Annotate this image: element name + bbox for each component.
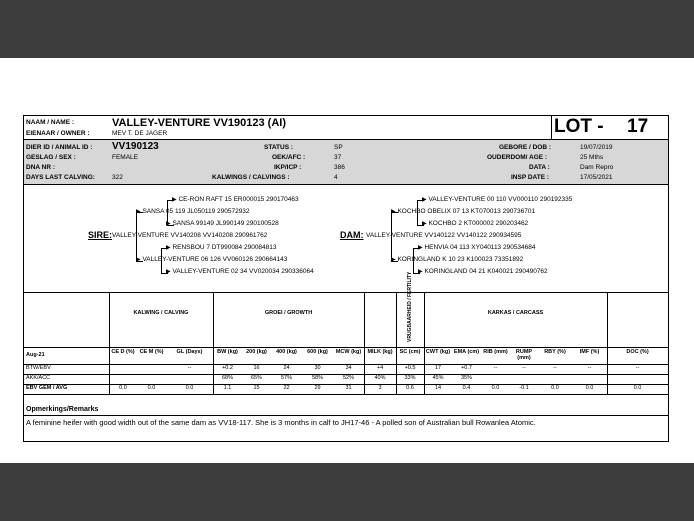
ebv-cell: 0.0 [147,385,156,391]
dam-label: DAM: [340,230,364,240]
ebv-cell: 40% [374,375,386,381]
afc-value: 37 [334,154,342,161]
dob-value: 19/07/2019 [580,144,613,151]
ebv-cell: 65% [250,375,262,381]
sire-sire: ▶ SANSA 05 119 JL050119 290572932 [136,208,250,215]
ebv-cell: 0.4 [462,385,471,391]
sire-name: VALLEY-VENTURE VV140208 VV140208 290961762 [112,232,268,239]
icp-label: IKP/ICP : [274,164,302,171]
ebv-row-label: BTW/EBV [26,365,51,371]
ebv-cell: -- [187,365,192,371]
dam-dam-sire: ▶ HENVIA 04 113 XY040113 290534684 [418,244,536,251]
ebv-column-header: RBY (%) [544,349,566,355]
dob-label: GEBORE / DOB : [499,144,552,151]
ebv-cell: 34 [345,365,352,371]
dam-dam-dam: ▶ KORINGLAND 04 21 K040021 290490762 [418,268,548,275]
ebv-column-header: GL (Days) [176,349,203,355]
ebv-cell: 14 [434,385,442,391]
ebv-cell: +0.7 [461,365,472,371]
ebv-cell: -- [635,365,640,371]
status-value: SP [334,144,343,151]
age-label: OUDERDOM/ AGE : [487,154,548,161]
calvings-label: KALWINGS / CALVINGS : [212,174,290,181]
ebv-column-header: RUMP (mm) [515,349,533,361]
ebv-cell: 17 [434,365,442,371]
ebv-column-header: RIB (mm) [483,349,508,355]
ebv-cell: 45% [432,375,444,381]
animal-id-label: DIER ID / ANIMAL ID : [26,144,93,151]
ebv-cell: 1.1 [223,385,232,391]
ebv-cell: 15 [253,385,260,391]
ebv-column-header: 200 (kg) [246,349,267,355]
ebv-cell: 29 [314,385,321,391]
ebv-column-header: CE M (%) [139,349,164,355]
group-growth: GROEI / GROWTH [264,310,313,316]
dam-dam: ▶ KORINGLAND K 10 23 K100023 73351892 [391,256,524,263]
ebv-cell: +4 [376,365,384,371]
ebv-column-header: SC (cm) [399,349,421,355]
ebv-cell: -- [522,365,526,371]
days-calving-label: DAYS LAST CALVING: [26,174,95,181]
ebv-column-header: 600 (kg) [307,349,328,355]
ebv-cell: 0.0 [551,385,559,391]
ebv-column-header: CWT (kg) [425,349,451,355]
ebv-cell: -- [493,365,498,371]
ebv-cell: 24 [283,365,290,371]
dam-sire: ▶ KOCHBO OBELIX 07 13 KT070013 290736701 [391,208,536,215]
ebv-cell: 0.6 [406,385,414,391]
sire-sire-dam: ▶ SANSA 99149 JL990149 290100528 [166,220,279,227]
ebv-column-header: MCW (kg) [335,349,362,355]
group-calving: KALWING / CALVING [133,310,189,316]
ebv-column-header: CE D (%) [111,349,135,355]
ebv-row-label: EBV GEM / AVG [26,385,68,391]
ebv-cell: -- [553,365,557,371]
bracket [136,212,143,262]
bottom-dark-band [0,463,694,521]
insp-date-value: 17/05/2021 [580,174,613,181]
lot-label: LOT - [554,116,604,137]
ebv-cell: 58% [311,375,323,381]
ebv-row-label: AKK/ACC [26,375,51,381]
ebv-cell: 57% [280,375,292,381]
sire-dam-sire: ▶ RENSBOU 7 DT990084 290084813 [166,244,277,251]
ebv-cell: 3 [378,385,382,391]
afc-label: OEK/AFC : [272,154,306,161]
dna-label: DNA NR : [26,164,56,171]
animal-id-value: VV190123 [112,141,159,152]
bracket [417,200,424,226]
lot-sheet [23,115,669,442]
ebv-column-header: BW (kg) [217,349,238,355]
days-calving-value: 322 [112,174,123,181]
animal-name: VALLEY-VENTURE VV190123 (AI) [112,117,287,129]
ebv-cell: 0.0 [585,385,594,391]
icp-value: 386 [334,164,345,171]
ebv-cell: 52% [342,375,354,381]
ebv-cell: 68% [221,375,233,381]
ebv-cell: 0.0 [491,385,500,391]
ebv-column-header: MILK (kg) [367,349,393,355]
ebv-cell: -- [587,365,592,371]
ebv-cell: 0.0 [119,385,127,391]
dam-name: VALLEY-VENTURE VV140122 VV140122 290934595 [366,232,522,239]
ebv-column-header: EMA (cm) [453,349,480,355]
top-dark-band [0,0,694,58]
ebv-column-header: IMF (%) [579,349,600,355]
bracket [161,248,168,274]
remarks-label: Opmerkings/Remarks [26,406,99,413]
sire-sire-sire: ▶ CE-RON RAFT 15 ER000015 290170463 [172,196,299,203]
bracket [167,200,174,226]
bracket [413,248,420,274]
sire-dam-dam: ▶ VALLEY-VENTURE 02 34 VV020034 290336064 [166,268,314,275]
ebv-date-label: Aug-21 [26,352,45,358]
group-fertility: VRUGBAARHEID / FERTILITY [407,271,413,342]
ebv-cell: 35% [460,375,472,381]
ebv-cell: 16 [253,365,260,371]
ebv-cell: 22 [283,385,290,391]
insp-date-label: INSP DATE : [511,174,550,181]
data-value: Dam Repro [580,164,614,171]
status-label: STATUS : [264,144,294,151]
divider [24,184,668,185]
owner-label: EIENAAR / OWNER : [26,130,90,137]
dam-sire-sire: ▶ VALLEY-VENTURE 00 110 VV000110 290192335 [422,196,573,203]
data-label: DATA : [529,164,550,171]
ebv-cell: +0.2 [222,365,233,371]
ebv-cell: 30 [314,365,321,371]
ebv-cell: +0.5 [404,365,416,371]
age-value: 25 Mths [580,154,604,161]
sex-label: GESLAG / SEX : [26,154,76,161]
divider [24,415,668,416]
sire-label: SIRE: [88,230,113,240]
ebv-cell: 0.0 [185,385,194,391]
ebv-cell: -0.1 [519,385,529,391]
ebv-cell: 0.0 [633,385,642,391]
dam-sire-dam: ▶ KOCHBO 2 KT000002 290203462 [422,220,529,227]
owner-value: MEV T. DE JAGER [112,130,168,137]
remarks-text: A feminine heifer with good width out of the same dam as VV18-117. She is 3 months in calf to JH17-46 - A polled son of Australian bull Rowanlea Atomic. [26,418,536,427]
ebv-column-header: 400 (kg) [276,349,297,355]
sire-dam: ▶ VALLEY-VENTURE 06 126 VV060126 290664143 [136,256,288,263]
bracket [391,212,398,262]
group-carcass: KARKAS / CARCASS [487,310,544,316]
sex-value: FEMALE [112,154,139,161]
ebv-cell: 33% [404,375,416,381]
lot-number: 17 [627,116,649,137]
ebv-column-header: DOC (%) [626,349,649,355]
calvings-value: 4 [334,174,338,181]
name-label: NAAM / NAME : [26,119,75,126]
ebv-cell: 31 [345,385,352,391]
